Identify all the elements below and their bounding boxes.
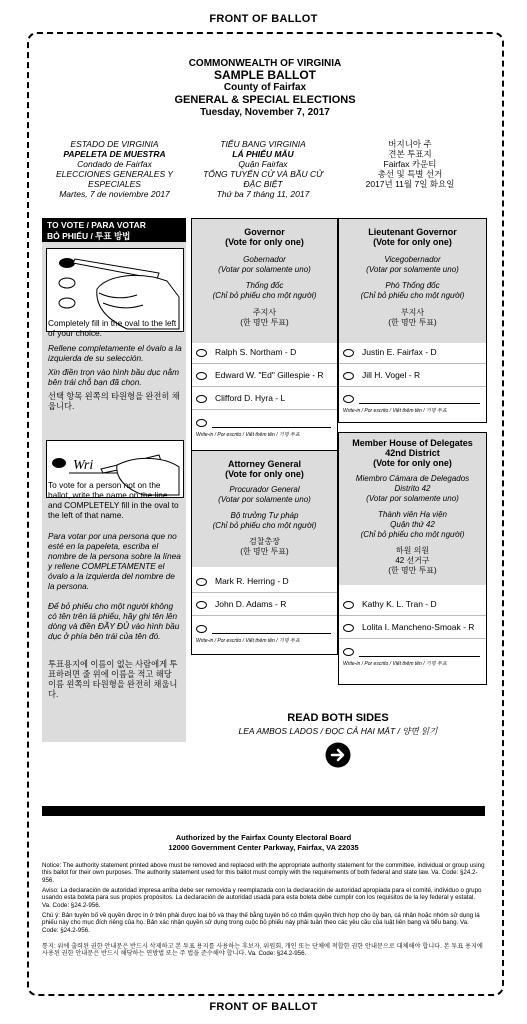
es-line-6: Martes, 7 de noviembre 2017 (59, 189, 170, 199)
governor-writein[interactable] (196, 417, 215, 427)
vi-line-5: ĐẶC BIỆT (243, 179, 283, 189)
candidate-name: Edward W. "Ed" Gillespie - R (215, 370, 324, 380)
ltgov-vote-for: (Vote for only one) (373, 237, 452, 247)
front-of-ballot-label-top: FRONT OF BALLOT (209, 13, 318, 25)
es-line-1: ESTADO DE VIRGINIA (70, 139, 159, 149)
writein-line[interactable] (212, 427, 331, 428)
header-election: GENERAL & SPECIAL ELECTIONS (174, 94, 356, 106)
delegates-es-title: Miembro Cámara de Delegados (355, 474, 470, 483)
es-line-4: ELECCIONES GENERALES Y (56, 169, 173, 179)
candidate-name: Mark R. Herring - D (215, 576, 289, 586)
candidate-name: Jill H. Vogel - R (362, 370, 421, 380)
governor-vi-sub: (Chỉ bỏ phiếu cho một người) (212, 291, 317, 300)
instructions-title (42, 218, 186, 242)
governor-title: Governor (244, 227, 285, 237)
writein-instruction-es: Para votar por una persona que no esté en la papeleta, escriba el nombre de la persona sobre la línea y rellene COMPLETAMENTE el óvalo a la izquierda del nombre de la persona. (48, 531, 181, 591)
spanish-header (42, 139, 187, 199)
ag-es-sub: (Votar por solamente uno) (218, 495, 311, 504)
vote-oval[interactable] (343, 349, 354, 357)
governor-ko-sub: (한 명만 투표) (240, 318, 289, 327)
footer-black-bar (42, 806, 485, 816)
vote-oval[interactable] (343, 624, 354, 632)
candidate-fairfax[interactable] (343, 347, 437, 357)
candidate-name: Kathy K. L. Tran - D (362, 599, 437, 609)
ag-es-title: Procurador General (229, 485, 300, 494)
candidate-vogel[interactable] (343, 370, 420, 380)
ko-line-2: 견본 투표지 (388, 149, 432, 159)
vote-oval[interactable] (343, 372, 354, 380)
ltgov-header (339, 219, 486, 343)
ag-vi-sub: (Chỉ bỏ phiếu cho một người) (212, 521, 317, 530)
fill-instruction-en: Completely fill in the oval to the left of your choice. (48, 318, 177, 338)
notice-en: Notice: The authority statement printed above must be removed and replaced with the appropriate authority statement for the committee, individual or group using this ballot for their own purposes. The authority statement used for this ballot must comply with the requirements of both federal and state law. Va. Code: §24.2-956. (42, 862, 485, 884)
ag-title: Attorney General (227, 459, 302, 469)
separator (192, 363, 337, 364)
instructions-title-line-2: BỎ PHIẾU / 투표 방법 (47, 231, 131, 241)
candidate-herring[interactable] (196, 576, 289, 586)
separator (339, 638, 486, 639)
front-of-ballot-label-bottom: FRONT OF BALLOT (209, 1001, 318, 1013)
governor-es-title: Gobernador (243, 255, 286, 264)
separator (339, 615, 486, 616)
delegates-header (339, 433, 486, 585)
writein-line[interactable] (359, 403, 480, 404)
vote-oval[interactable] (196, 578, 207, 586)
header-sample-ballot: SAMPLE BALLOT (214, 68, 316, 82)
vote-oval[interactable] (196, 625, 207, 633)
delegates-vi-title: Thành viên Hạ viện (378, 510, 447, 519)
header-date: Tuesday, November 7, 2017 (200, 107, 330, 118)
candidate-name: Lolita I. Mancheno-Smoak - R (362, 622, 475, 632)
ltgov-ko-title: 부지사 (400, 308, 425, 317)
vote-oval[interactable] (343, 648, 354, 656)
es-line-5: ESPECIALES (88, 179, 141, 189)
separator (192, 409, 337, 410)
ag-header (192, 451, 337, 567)
authorized-by: Authorized by the Fairfax County Electoral Board (175, 833, 352, 842)
notice-es: Aviso: La declaración de autoridad impresa arriba debe ser removida y reemplazada con la declaración de autoridad apropiada para el comité, individuo o grupo usando esta boleta para sus propios propósitos. La declaración de autoridad usada para esta boleta debe cumplir con los requisitos de la ley federal y estatal. Va. Code: §24.2-956. (42, 887, 482, 909)
delegates-vote-for: (Vote for only one) (373, 458, 452, 468)
arrow-right-icon (325, 742, 351, 768)
separator (192, 592, 337, 593)
writein-label: Write-in / Por escrito / Viết thêm tên / 기명 투표 (196, 432, 300, 438)
vote-oval[interactable] (343, 395, 354, 403)
contest-attorney-general (191, 450, 338, 655)
fill-instruction-ko: 선택 항목 왼쪽의 타원형을 완전히 채웁니다. (48, 391, 180, 411)
delegates-es-sub: (Votar por solamente uno) (366, 494, 459, 503)
instructions-panel (42, 218, 186, 742)
candidate-name: Ralph S. Northam - D (215, 347, 297, 357)
korean-header (345, 139, 475, 189)
ag-ko-title: 검찰총장 (249, 537, 280, 546)
notice-vi: Chú ý: Bản tuyên bố về quyền được in ở trên phải được loại bỏ và thay thế bằng tuyên bố có thẩm quyền thích hợp cho ủy ban, cá nhân hoặc nhóm sử dụng lá phiếu này cho mục đích riêng của họ. Bản xác nhận quyền sử dụng trong cuộc bỏ phiếu này phải tuân theo các yêu cầu của luật liên bang và tiểu bang. Va. Code: §24.2-956. (42, 912, 480, 934)
candidate-tran[interactable] (343, 599, 437, 609)
candidate-name: Clifford D. Hyra - L (215, 393, 286, 403)
vi-line-1: TIỂU BANG VIRGINIA (220, 139, 306, 149)
ltgov-vi-title: Phó Thống đốc (385, 281, 440, 290)
delegates-es-district: Distrito 42 (394, 484, 431, 493)
ag-ko-sub: (한 명만 투표) (240, 547, 289, 556)
contest-house-of-delegates (338, 432, 487, 685)
vote-oval[interactable] (196, 601, 207, 609)
vote-oval[interactable] (196, 372, 207, 380)
governor-ko-title: 주지사 (252, 308, 277, 317)
ag-vote-for: (Vote for only one) (225, 469, 304, 479)
delegates-vi-district: Quận thứ 42 (390, 520, 435, 529)
delegates-ko-title: 하원 의원 (395, 546, 430, 555)
candidate-northam[interactable] (196, 347, 296, 357)
candidate-adams[interactable] (196, 599, 286, 609)
writein-label: Write-in / Por escrito / Viết thêm tên / 기명 투표 (196, 638, 300, 644)
notice-ko: 통지: 위에 출력된 권한 안내문은 반드시 삭제하고 본 투표 용지를 사용하는 후보자, 위원회, 개인 또는 단체에 적합한 권한 안내문으로 대체해야 합니다. 본 투표 용지에 사용된 권한 안내문은 반드시 해당하는 연방법 또는 주 법을 준수해야 합니다. Va. Code: §24.2-956. (42, 943, 483, 958)
ltgov-es-title: Vicegobernador (384, 255, 441, 264)
governor-es-sub: (Votar por solamente uno) (218, 265, 311, 274)
vi-line-3: Quận Fairfax (238, 159, 288, 169)
ko-line-3: Fairfax 카운티 (383, 159, 437, 169)
ko-line-4: 총선 및 특별 선거 (377, 169, 443, 179)
vi-line-6: Thứ ba 7 tháng 11, 2017 (216, 189, 310, 199)
header-county: County of Fairfax (223, 82, 307, 93)
vi-line-4: TỔNG TUYỂN CỬ VÀ BẦU CỬ (203, 169, 323, 179)
authorized-address: 12000 Government Center Parkway, Fairfax, VA 22035 (168, 843, 359, 852)
vietnamese-header (193, 139, 333, 199)
delegates-writein[interactable] (343, 646, 362, 656)
writein-instruction-ko: 투표용지에 이름이 없는 사람에게 투표하려면 줄 위에 이름을 적고 해당 이름 왼쪽의 타원형을 완전히 채웁니다. (48, 659, 178, 699)
fill-instruction-vi: Xin điền trọn vào hình bầu dục nằm bên trái chỗ bạn đã chọn. (48, 367, 179, 387)
separator (192, 615, 337, 616)
instructions-title-line-1: TO VOTE / PARA VOTAR (47, 220, 146, 230)
candidate-mancheno-smoak[interactable] (343, 622, 474, 632)
ag-vi-title: Bộ trưởng Tư pháp (230, 511, 299, 520)
delegates-vi-sub: (Chỉ bỏ phiếu cho một người) (360, 530, 465, 539)
fill-instruction-es: Rellene completamente el óvalo a la izquierda de su selección. (48, 343, 182, 363)
ltgov-es-sub: (Votar por solamente uno) (366, 265, 459, 274)
contest-governor (191, 218, 338, 452)
ltgov-ko-sub: (한 명만 투표) (388, 318, 437, 327)
ko-line-5: 2017년 11월 7일 화요일 (365, 179, 455, 189)
svg-text:Wri: Wri (73, 458, 94, 473)
separator (339, 386, 486, 387)
ltgov-writein[interactable] (343, 393, 362, 403)
writein-instruction-en: To vote for a person not on the ballot, write the name on the line and COMPLETELY fill in the oval to the left of that name. (48, 480, 179, 520)
read-both-sides-title: READ BOTH SIDES (287, 712, 389, 724)
candidate-name: Justin E. Fairfax - D (362, 347, 437, 357)
candidate-name: John D. Adams - R (215, 599, 287, 609)
es-line-2: PAPELETA DE MUESTRA (63, 149, 166, 159)
delegates-ko-district: 42 선거구 (395, 556, 430, 565)
ltgov-title: Lieutenant Governor (368, 227, 457, 237)
vote-oval[interactable] (196, 419, 207, 427)
candidate-gillespie[interactable] (196, 370, 324, 380)
vi-line-2: LÁ PHIẾU MẪU (232, 149, 294, 159)
writein-label: Write-in / Por escrito / Viết thêm tên / 기명 투표 (343, 661, 447, 667)
writein-instruction-vi: Để bỏ phiếu cho một người không có tên trên lá phiếu, hãy ghi tên lên dòng và điền ĐẦY ĐỦ vào hình bầu dục ở phía bên trái của tên đó. (48, 601, 180, 641)
delegates-title: Member House of Delegates (352, 438, 473, 448)
writein-line[interactable] (359, 656, 480, 657)
read-both-sides-subtitle: LEA AMBOS LADOS / ĐỌC CẢ HAI MẶT / 양면 읽기 (238, 726, 438, 736)
delegates-district: 42nd District (385, 448, 440, 458)
ag-writein[interactable] (196, 623, 215, 633)
header-state: COMMONWEALTH OF VIRGINIA (188, 58, 342, 69)
writein-line[interactable] (212, 633, 331, 634)
vote-oval[interactable] (343, 601, 354, 609)
vote-oval[interactable] (196, 395, 207, 403)
governor-vi-title: Thống đốc (245, 281, 284, 290)
vote-oval[interactable] (196, 349, 207, 357)
delegates-ko-sub: (한 명만 투표) (388, 566, 437, 575)
governor-vote-for: (Vote for only one) (225, 237, 304, 247)
ltgov-vi-sub: (Chỉ bỏ phiếu cho một người) (360, 291, 465, 300)
separator (192, 386, 337, 387)
candidate-hyra[interactable] (196, 393, 285, 403)
writein-label: Write-in / Por escrito / Viết thêm tên / 기명 투표 (343, 408, 447, 414)
separator (339, 363, 486, 364)
contest-lieutenant-governor (338, 218, 487, 423)
governor-header (192, 219, 337, 343)
es-line-3: Condado de Fairfax (77, 159, 152, 169)
ko-line-1: 버지니아 주 (388, 139, 432, 149)
